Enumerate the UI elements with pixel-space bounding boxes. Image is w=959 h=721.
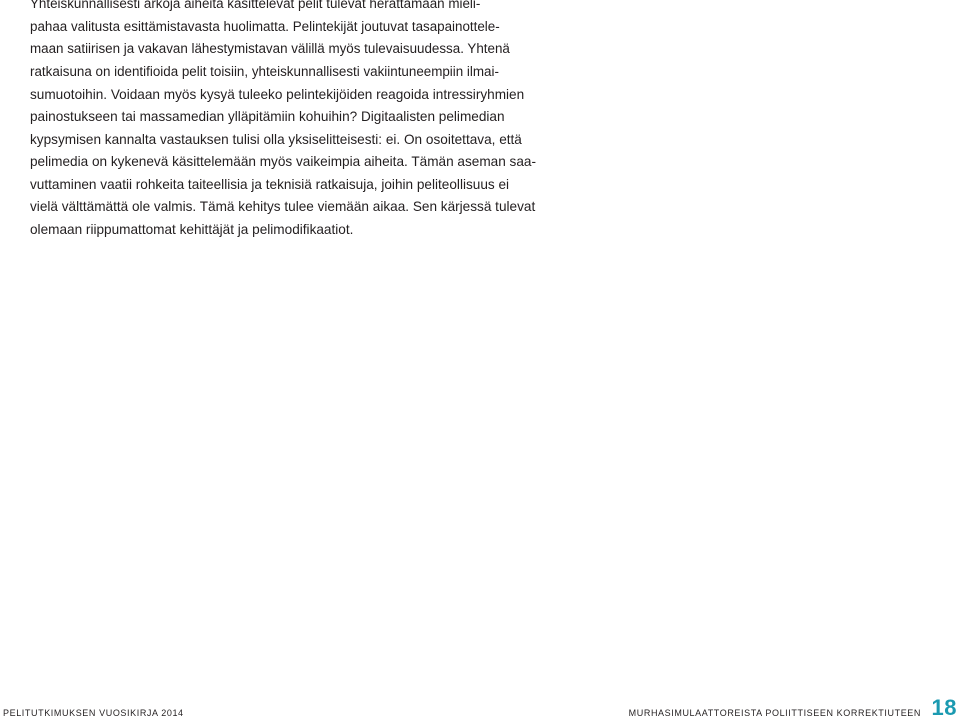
- body-text-line: olemaan riippumattomat kehittäjät ja pelimodifikaatiot.: [30, 222, 354, 237]
- body-text-line: pahaa valitusta esittämistavasta huolimatta. Pelintekijät joutuvat tasapainottele-: [30, 19, 500, 34]
- body-text-line: sumuotoihin. Voidaan myös kysyä tuleeko pelintekijöiden reagoida intressiryhmien: [30, 87, 525, 102]
- body-text-line: vielä välttämättä ole valmis. Tämä kehitys tulee viemään aikaa. Sen kärjessä tulevat: [30, 199, 536, 214]
- body-text-line: Yhteiskunnallisesti arkoja aiheita käsittelevät pelit tulevat herättämään mieli-: [30, 0, 481, 11]
- body-text-line: pelimedia on kykenevä käsittelemään myös vaikeimpia aiheita. Tämän aseman saa-: [30, 154, 536, 169]
- body-text-line: ratkaisuna on identifioida pelit toisiin, yhteiskunnallisesti vakiintuneempiin ilmai-: [30, 64, 499, 79]
- article-running-title: MURHASIMULAATTOREISTA POLIITTISEEN KORREKTIUTEEN: [628, 708, 921, 718]
- body-text-line: vuttaminen vaatii rohkeita taiteellisia ja teknisiä ratkaisuja, joihin peliteollisuus ei: [30, 177, 510, 192]
- body-text-line: maan satiirisen ja vakavan lähestymistavan välillä myös tulevaisuudessa. Yhtenä: [30, 41, 510, 56]
- page-footer: [0, 681, 959, 721]
- body-text: [0, 0, 959, 240]
- body-text-line: painostukseen tai massamedian ylläpitämiin kohuihin? Digitaalisten pelimedian: [30, 109, 505, 124]
- page-number: 18: [931, 695, 957, 720]
- publication-title: PELITUTKIMUKSEN VUOSIKIRJA 2014: [3, 708, 184, 718]
- body-text-line: kypsymisen kannalta vastauksen tulisi olla yksiselitteisesti: ei. On osoitettava, että: [30, 132, 522, 147]
